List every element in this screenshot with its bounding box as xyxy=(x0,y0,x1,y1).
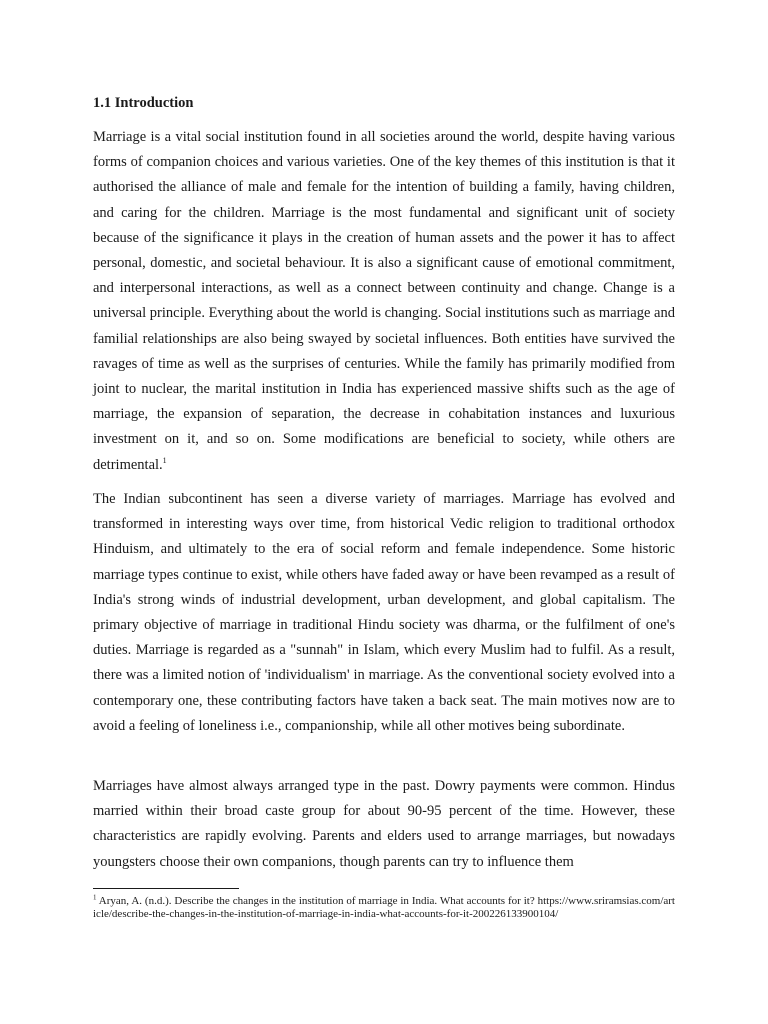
section-heading: 1.1 Introduction xyxy=(93,95,194,111)
footnote-url[interactable]: https://www.sriramsias.com/article/describe-the-changes-in-the-institution-of-marriage-in-india-what-accounts-for-it-200226133900104/ xyxy=(93,895,675,920)
footnote-separator xyxy=(93,888,239,889)
paragraph-text: The Indian subcontinent has seen a diverse variety of marriages. Marriage has evolved and transformed in interesting ways over time, from historical Vedic religion to traditional orthodox Hinduism, and ultimately to the era of social reform and female independence. Some historic marriage types continue to exist, while others have faded away or have been revamped as a result of India's strong winds of industrial development, urban development, and global capitalism. The primary objective of marriage in traditional Hindu society was dharma, or the fulfilment of one's duties. Marriage is regarded as a "sunnah" in Islam, which every Muslim had to fulfil. As a result, there was a limited notion of 'individualism' in marriage. As the conventional society evolved into a contemporary one, these contributing factors have taken a back seat. The main motives now are to avoid a feeling of loneliness i.e., companionship, while all other motives being subordinate. xyxy=(93,491,675,734)
paragraph-arranged-marriages xyxy=(93,774,675,875)
footnote-reference[interactable]: 1 xyxy=(162,455,167,465)
footnote-marker: 1 xyxy=(93,893,97,902)
paragraph-marriage-overview xyxy=(93,125,675,478)
footnote xyxy=(93,895,675,920)
paragraph-indian-marriages xyxy=(93,487,675,739)
paragraph-text: Marriage is a vital social institution found in all societies around the world, despite having various forms of companion choices and various varieties. One of the key themes of this institution is that it authorised the alliance of male and female for the intention of building a family, having children, and caring for the children. Marriage is the most fundamental and significant unit of society because of the significance it plays in the creation of human assets and the power it has to affect personal, domestic, and societal behaviour. It is also a significant cause of emotional commitment, and interpersonal interactions, as well as a connect between continuity and change. Change is a universal principle. Everything about the world is changing. Social institutions such as marriage and familial relationships are also being swayed by societal influences. Both entities have survived the ravages of time as well as the surprises of centuries. While the family has primarily modified from joint to nuclear, the marital institution in India has experienced massive shifts such as the age of marriage, the expansion of separation, the decrease in cohabitation instances and luxurious investment on it, and so on. Some modifications are beneficial to society, while others are detrimental. xyxy=(93,129,675,473)
paragraph-text: Marriages have almost always arranged type in the past. Dowry payments were common. Hindus married within their broad caste group for about 90-95 percent of the time. However, these characteristics are rapidly evolving. Parents and elders used to arrange marriages, but nowadays youngsters choose their own companions, though parents can try to influence them xyxy=(93,778,675,870)
footnote-citation: Aryan, A. (n.d.). Describe the changes in the institution of marriage in India. What accounts for it? xyxy=(98,895,535,907)
